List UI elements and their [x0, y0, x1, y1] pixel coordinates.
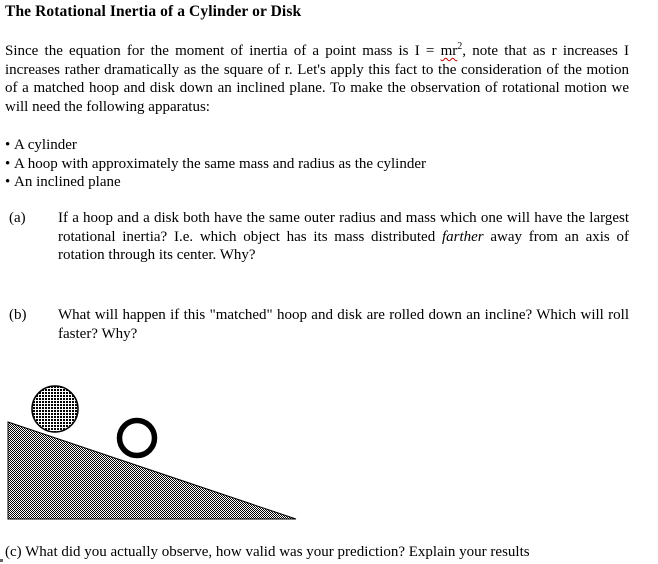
question-b-label: (b) — [9, 307, 27, 323]
disk-icon — [32, 386, 78, 432]
question-b-text: What will happen if this "matched" hoop and disk are rolled down an incline? Which will roll faster? Why? — [58, 307, 629, 342]
page-title: The Rotational Inertia of a Cylinder or Disk — [5, 3, 302, 20]
page-mark — [0, 559, 3, 562]
question-a-emphasis: farther — [441, 228, 484, 245]
formula-exponent: 2 — [457, 41, 463, 52]
incline-figure — [0, 380, 310, 525]
inertia-formula: mr — [440, 43, 458, 59]
question-a — [5, 209, 629, 265]
intro-text-start: Since the equation for the moment of inertia of a point mass is I = — [5, 43, 441, 59]
question-a-text-start: If a hoop and a disk both have the same outer radius and mass which one will have the largest rotational inertia? I.e. which object has its mass distributed — [58, 210, 629, 245]
hoop-icon — [120, 421, 155, 456]
list-item: • A cylinder — [5, 136, 426, 155]
question-a-text — [58, 209, 629, 265]
question-a-label: (a) — [9, 210, 26, 226]
question-a-text-end: away from an axis of rotation through its center. Why? — [58, 228, 629, 264]
question-b — [5, 306, 629, 343]
question-c: (c) What did you actually observe, how valid was your prediction? Explain your results — [5, 544, 530, 560]
intro-paragraph — [5, 42, 629, 116]
list-item: • A hoop with approximately the same mass and radius as the cylinder — [5, 155, 426, 174]
list-item: • An inclined plane — [5, 173, 426, 192]
apparatus-list — [5, 136, 426, 192]
intro-text-end: , note that as r increases I increases rather dramatically as the square of r. Let's apply this fact to the consideration of the motion of a matched hoop and disk down an inclined plane. To make the observation of rotational motion we will need the following apparatus: — [5, 43, 629, 115]
